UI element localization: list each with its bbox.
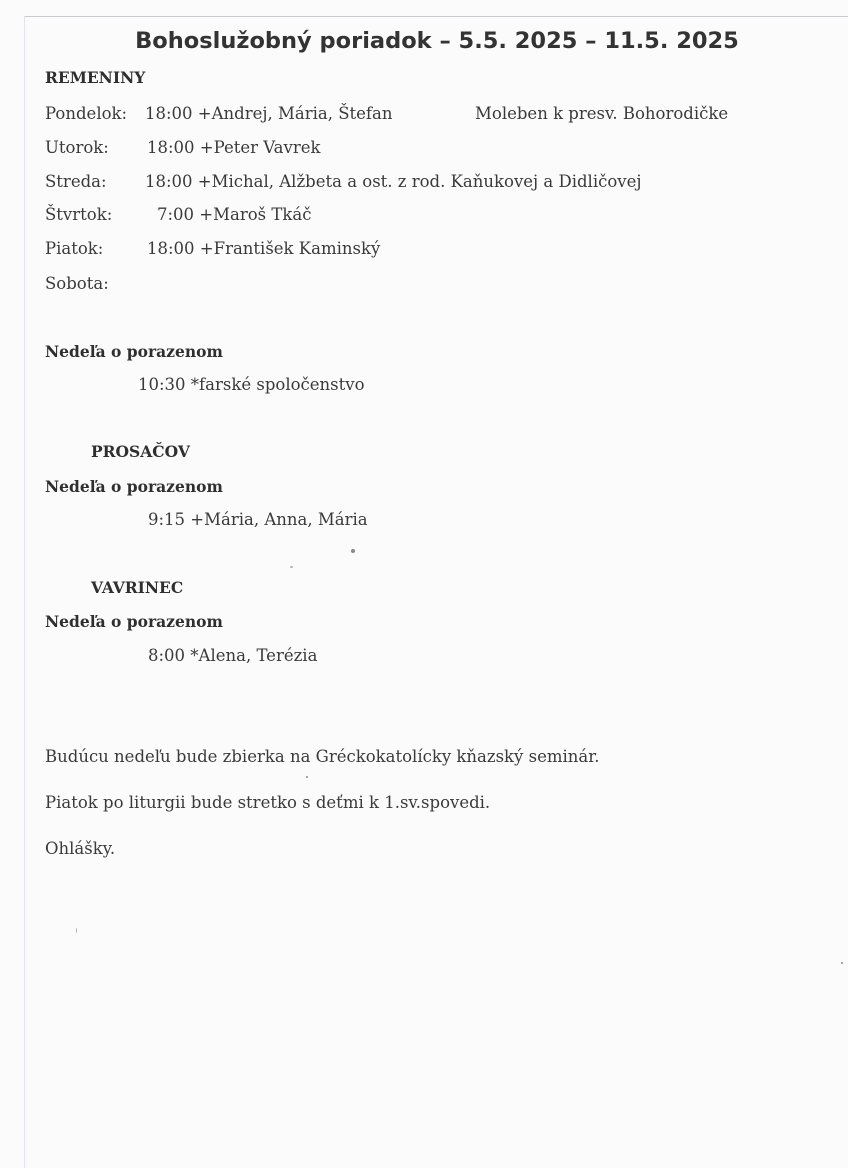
day-label: Piatok: (45, 239, 104, 258)
scan-speck (841, 962, 843, 964)
mass-intention: 18:00 +Michal, Alžbeta a ost. z rod. Kaňukovej a Didličovej (145, 172, 642, 191)
announcement: Piatok po liturgii bude stretko s deťmi k 1.sv.spovedi. (45, 793, 491, 812)
section-heading-remeniny: REMENINY (45, 68, 146, 87)
sunday-mass-prosacov: 9:15 +Mária, Anna, Mária (148, 510, 368, 529)
day-label: Sobota: (45, 274, 109, 293)
mass-intention: 7:00 +Maroš Tkáč (157, 205, 312, 224)
sunday-heading-vavrinec: Nedeľa o porazenom (45, 612, 223, 631)
mass-note: Moleben k presv. Bohorodičke (475, 104, 729, 123)
day-label: Streda: (45, 172, 107, 191)
mass-intention: 18:00 +Andrej, Mária, Štefan (145, 104, 393, 123)
section-heading-prosacov: PROSAČOV (91, 442, 190, 461)
section-heading-vavrinec: VAVRINEC (91, 578, 184, 597)
announcement: Budúcu nedeľu bude zbierka na Gréckokatolícky kňazský seminár. (45, 747, 600, 766)
scan-edge-top (24, 16, 848, 17)
sunday-mass-vavrinec: 8:00 *Alena, Terézia (148, 646, 318, 665)
scan-speck (76, 928, 77, 933)
sunday-heading-prosacov: Nedeľa o porazenom (45, 477, 223, 496)
day-label: Štvrtok: (45, 205, 113, 224)
sunday-heading-remeniny: Nedeľa o porazenom (45, 342, 223, 361)
day-label: Utorok: (45, 138, 109, 157)
mass-intention: 18:00 +Peter Vavrek (147, 138, 321, 157)
document-title: Bohoslužobný poriadok – 5.5. 2025 – 11.5. 2025 (135, 28, 739, 54)
scan-speck (351, 549, 355, 553)
announcement: Ohlášky. (45, 839, 116, 858)
sunday-mass-remeniny: 10:30 *farské spoločenstvo (138, 375, 365, 394)
scan-speck (306, 776, 308, 778)
day-label: Pondelok: (45, 104, 128, 123)
mass-intention: 18:00 +František Kaminský (147, 239, 381, 258)
scan-edge-left (24, 16, 25, 1168)
scan-speck (290, 566, 293, 568)
